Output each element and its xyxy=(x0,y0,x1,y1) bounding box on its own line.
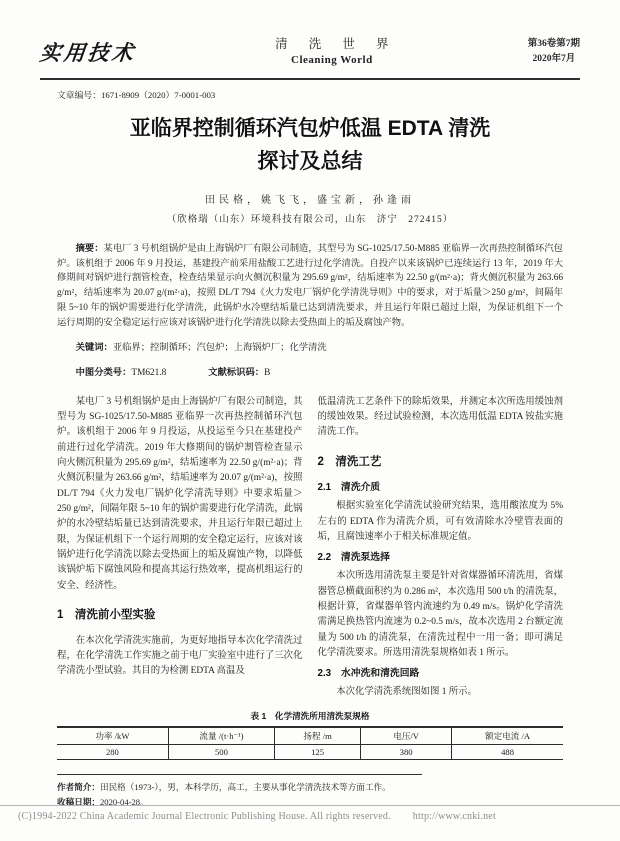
article-title-line1: 亚临界控制循环汽包炉低温 EDTA 清洗 xyxy=(129,117,491,140)
right-column xyxy=(318,395,564,701)
table-1-caption: 表 1 化学清洗所用清洗泵规格 xyxy=(250,711,370,722)
table-header-cell: 功率 /kW xyxy=(57,727,168,745)
authors: 田民格，姚飞飞，盛宝新，孙逢雨 xyxy=(205,195,415,207)
clc-label: 中图分类号： xyxy=(75,366,132,377)
table-cell: 380 xyxy=(361,745,452,760)
article-title-line2: 探讨及总结 xyxy=(257,149,363,173)
journal-logo: 实用技术 xyxy=(38,40,138,65)
copyright-text: (C)1994-2022 China Academic Journal Electronic Publishing House. All rights reserved. xyxy=(18,811,391,822)
journal-name-en: Cleaning World xyxy=(291,54,373,67)
section-2-3-paragraph: 本次化学清洗系统图如图 1 所示。 xyxy=(336,687,477,698)
issue-info xyxy=(528,37,580,67)
keywords xyxy=(57,340,563,356)
intro-paragraph: 某电厂 3 号机组锅炉是由上海锅炉厂有限公司制造，其型号为 SG-1025/17.50-M885 亚临界一次再热控制循环汽包炉。该机组于 2006 年 9 月投运，从投运至今只在基建投产前进行过化学清洗。2019 年大修期间的锅炉割管检查显示向火侧沉积量为 295.69 g/m²，结垢速率为 22.50 g/(m²·a)；背火侧沉积量为 263.66 g/m²，结垢速率为 20.07 g/(m²·a)，按照 DL/T 794《火力发电厂锅炉化学清洗导则》中要求垢量＞250 g/m²，间隔年限 5~10 年的锅炉需要进行化学清洗，此锅炉的水冷壁结垢量已达到清洗要求，并且运行年限已超过上限，为保证机组下一个运行周期的安全稳定运行，应该对该锅炉进行化学清洗以除去受热面上的垢及腐蚀产物，以降低该锅炉垢下腐蚀风险和提高其运行热效率，提高机组运行的安全、经济性。 xyxy=(57,396,303,591)
section-2-3-heading: 2.3 水冲洗和清洗回路 xyxy=(317,668,420,680)
journal-name-cn: 清 洗 世 界 xyxy=(275,37,398,52)
table-header-row xyxy=(57,727,563,745)
footer-text xyxy=(0,806,620,822)
left-column xyxy=(57,395,303,701)
received-date-text: 2020-04-28。 xyxy=(99,797,149,808)
author-bio-text: 田民格（1973-），男，本科学历，高工，主要从事化学清洗技术等方面工作。 xyxy=(99,782,391,793)
doc-code-pair xyxy=(208,368,270,378)
table-header-cell: 额定电流 /A xyxy=(452,727,563,745)
section-1-paragraph: 在本次化学清洗实施前，为更好地指导本次化学清洗过程，在化学清洗工作实施之前于电厂实验室中进行了三次化学清洗小型试验。其目的为检测 EDTA 高温及 xyxy=(57,635,303,677)
body-columns xyxy=(57,395,563,701)
table-header-cell: 扬程 /m xyxy=(275,727,361,745)
received-date-label: 收稿日期： xyxy=(57,797,100,808)
issue-date: 2020年7月 xyxy=(532,54,576,64)
table-cell: 280 xyxy=(57,745,168,760)
pump-spec-table xyxy=(57,726,563,760)
abstract-text: 某电厂 3 号机组锅炉是由上海锅炉厂有限公司制造，其型号为 SG-1025/17.50-M885 亚临界一次再热控制循环汽包炉。该机组于 2006 年 9 月投运，基建投产前采用盐酸工艺进行过化学清洗。自投产以来该锅炉已连续运行 13 年，2019 年大修期间对锅炉进行割管检查，检查结果显示向火侧沉积量为 295.69 g/m²，结垢速率为 22.50 g/(m²·a)；背火侧沉积量为 263.66 g/m²，结垢速率为 20.07 g/(m²·a)，按照 DL/T 794《火力发电厂锅炉化学清洗导则》中的要求，对于垢量＞250 g/m²，间隔年限 5~10 年的锅炉需要进行化学清洗，此锅炉水冷壁结垢量已达到清洗要求，并且运行年限已超过上限，为保证机组下一个运行周期的安全稳定运行应该对该锅炉进行化学清洗以除去受热面上的垢及腐蚀产物。 xyxy=(57,244,563,328)
section-2-heading: 2 清洗工艺 xyxy=(317,455,382,468)
keywords-label: 关键词： xyxy=(75,341,113,352)
section-1-heading: 1 清洗前小型实验 xyxy=(57,608,156,621)
table-cell: 488 xyxy=(501,747,515,758)
abstract-label: 摘要： xyxy=(75,243,104,254)
doc-code-value: B xyxy=(264,367,271,378)
footnote-divider xyxy=(57,774,422,775)
clc-value: TM621.8 xyxy=(131,367,167,378)
section-2-1-heading: 2.1 清洗介质 xyxy=(317,482,381,494)
author-bio xyxy=(57,780,563,795)
classification-line xyxy=(57,365,563,381)
table-1-block xyxy=(57,710,563,760)
journal-header xyxy=(40,30,580,74)
clc-pair xyxy=(76,368,167,378)
table-cell: 500 xyxy=(168,745,274,760)
article-title xyxy=(57,113,563,178)
section-2-1-paragraph: 根据实验室化学清洗试验研究结果，选用酸浓度为 5% 左右的 EDTA 作为清洗介质，可有效清除水冷壁管表面的垢，且腐蚀速率小于相关标准规定值。 xyxy=(317,501,563,542)
doc-code-label: 文献标识码： xyxy=(208,366,265,377)
article-number: 文章编号：1671-8909（2020）7-0001-003 xyxy=(57,90,216,100)
issue-volume: 第36卷第7期 xyxy=(527,38,580,49)
table-header-cell: 流量 /(t·h⁻¹) xyxy=(168,727,274,745)
header-divider xyxy=(40,78,580,80)
author-bio-label: 作者简介： xyxy=(57,782,100,793)
table-cell: 125 xyxy=(275,745,361,760)
cnki-url: http://www.cnki.net xyxy=(412,811,496,822)
section-1-paragraph-continued: 低温清洗工艺条件下的除垢效果，并测定本次所选用缓蚀剂的缓蚀效果。经过试验检测，本次选用低温 EDTA 铵盐实施清洗工作。 xyxy=(317,396,563,438)
abstract xyxy=(57,241,563,330)
table-header-cell: 电压/V xyxy=(361,727,452,745)
section-2-2-paragraph: 本次所选用清洗泵主要是针对省煤器循环清洗用，省煤器管总横截面积约为 0.286 m²，本次选用 500 t/h 的清洗泵，根据计算，省煤器单管内流速约为 0.49 m/s。锅炉化学清洗需满足换热管内流速为 0.2~0.5 m/s，故本次选用 2 台额定流量为 500 t/h 的清洗泵，在清洗过程中一用一备；即可满足化学清洗要求。所选用清洗泵规格如表 1 所示。 xyxy=(317,571,563,658)
table-row xyxy=(57,745,563,760)
keywords-text: 亚临界；控制循环；汽包炉；上海锅炉厂；化学清洗 xyxy=(112,342,327,353)
page-footer xyxy=(0,805,620,841)
journal-name-block xyxy=(266,36,397,68)
section-2-2-heading: 2.2 清洗泵选择 xyxy=(317,552,390,564)
affiliation: （欣格瑞（山东）环境科技有限公司，山东 济宁 272415） xyxy=(166,215,454,226)
